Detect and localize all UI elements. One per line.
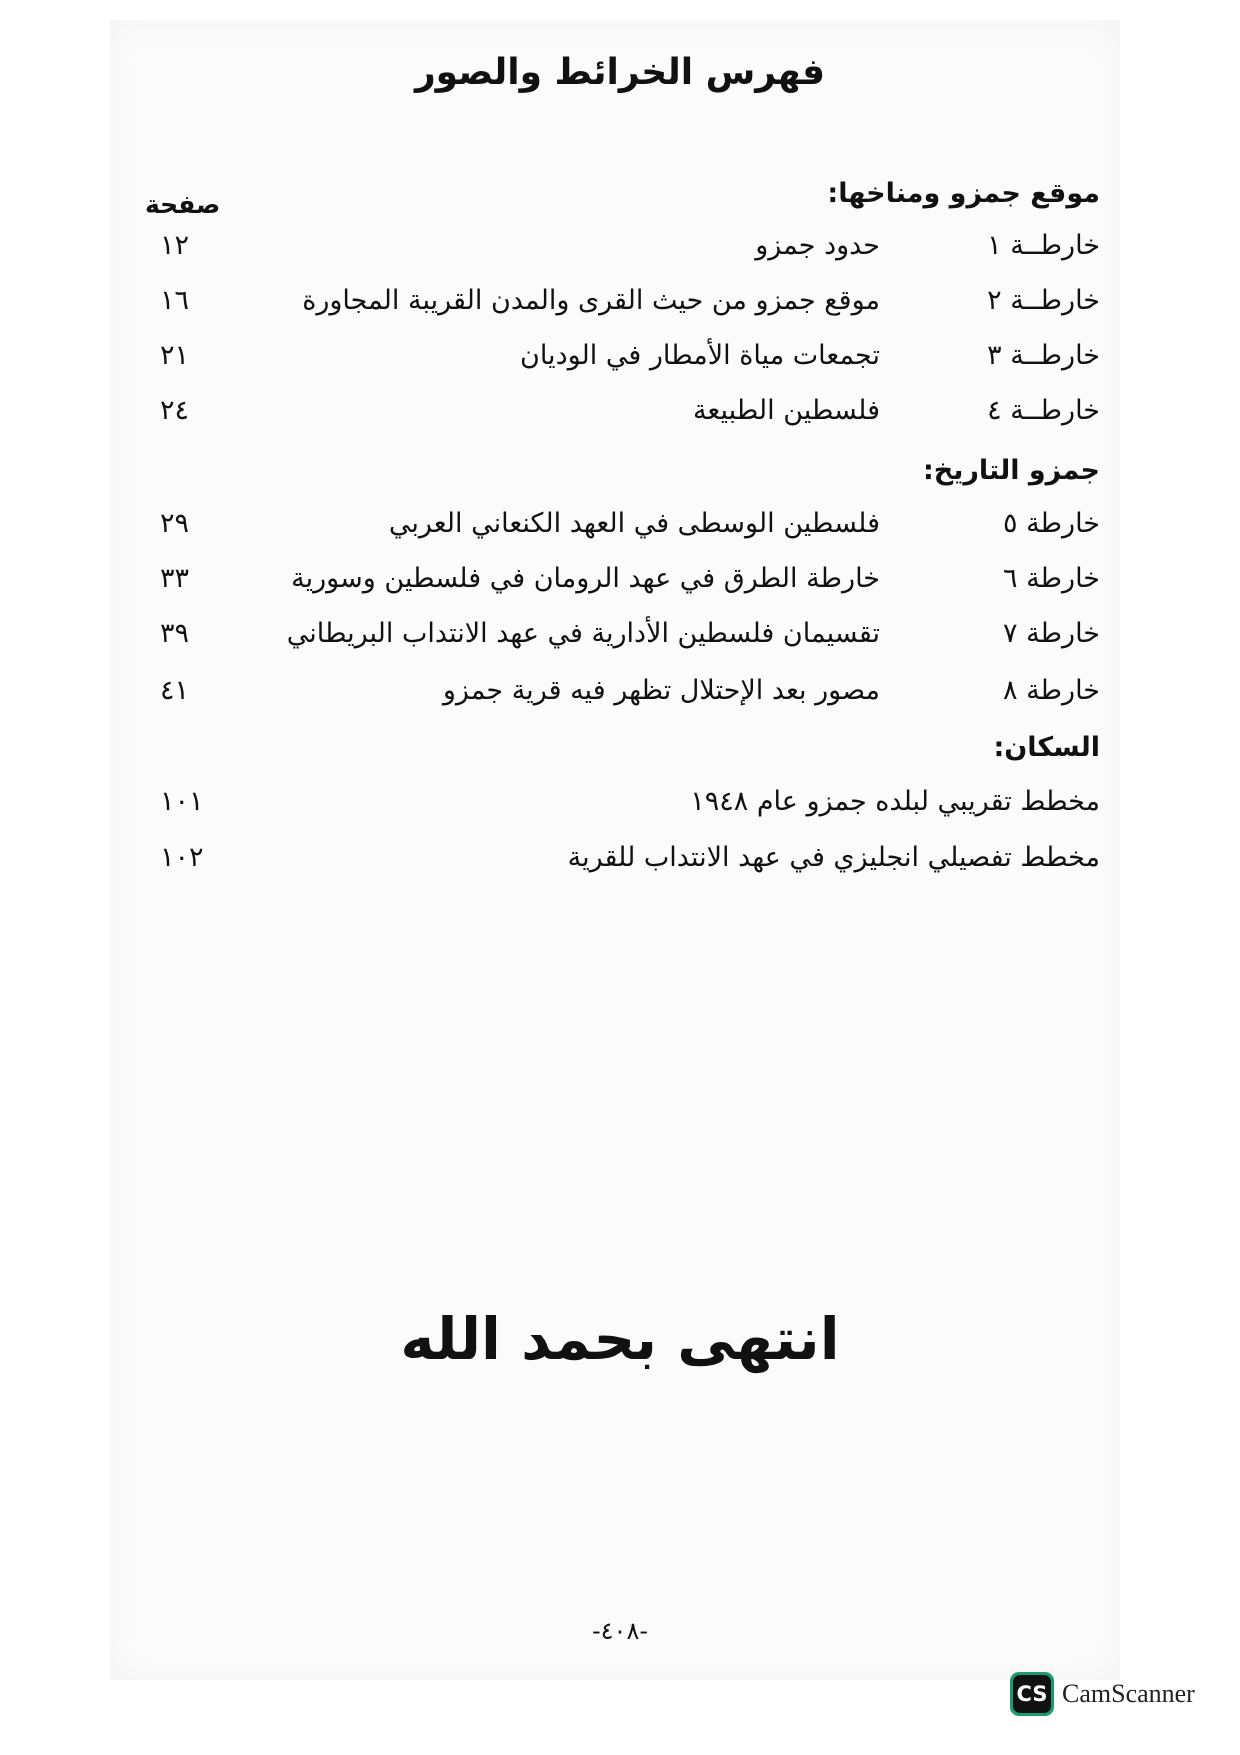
map-label: خارطة ٥ [1002,508,1100,539]
closing-text: انتهى بحمد الله [400,1305,840,1373]
camscanner-logo-icon [1010,1672,1054,1716]
page-number: ٢٤ [160,395,190,426]
index-row [140,285,1100,325]
index-row [140,395,1100,435]
page-column-label: صفحة [145,190,221,219]
index-row [140,618,1100,658]
map-title: تقسيمان فلسطين الأدارية في عهد الانتداب البريطاني [286,618,880,649]
map-label: خارطــة ١ [987,230,1100,261]
map-label: خارطة ٨ [1002,675,1100,706]
index-row [140,786,1100,826]
page-title: فهرس الخرائط والصور [414,52,826,93]
index-row [140,508,1100,548]
page-number: ٤١ [160,675,190,706]
section-heading-population: السكان: [993,732,1100,763]
map-title: مصور بعد الإحتلال تظهر فيه قرية جمزو [442,675,880,706]
map-label: خارطــة ٣ [987,340,1100,371]
section-heading-history: جمزو التاريخ: [922,455,1100,486]
camscanner-name: CamScanner [1062,1679,1195,1708]
index-row [140,842,1100,882]
map-title: فلسطين الوسطى في العهد الكنعاني العربي [388,508,880,539]
map-title: حدود جمزو [755,230,880,261]
map-label: خارطة ٦ [1002,563,1100,594]
page-number: ٣٣ [160,563,190,594]
page-number: ١٠١ [160,786,204,817]
map-title: موقع جمزو من حيث القرى والمدن القريبة المجاورة [302,285,880,316]
page-number: ٢١ [160,340,190,371]
page-number: ٣٩ [160,618,190,649]
section-heading-location: موقع جمزو ومناخها: [827,178,1100,209]
index-row [140,675,1100,715]
map-title: فلسطين الطبيعة [692,395,880,426]
page-number-footer: -٤٠٨- [591,1617,648,1645]
map-label: خارطــة ٢ [987,285,1100,316]
index-row [140,563,1100,603]
camscanner-watermark [1010,1670,1195,1718]
plan-title: مخطط تقريبي لبلده جمزو عام ١٩٤٨ [690,786,1100,817]
index-row [140,230,1100,270]
map-title: تجمعات مياة الأمطار في الوديان [520,340,880,371]
map-label: خارطــة ٤ [987,395,1100,426]
page-number: ١٦ [160,285,190,316]
map-label: خارطة ٧ [1002,618,1100,649]
plan-title: مخطط تفصيلي انجليزي في عهد الانتداب للقرية [567,842,1100,873]
page-number: ١٠٢ [160,842,204,873]
page-number: ١٢ [160,230,190,261]
camscanner-logo-text: CS [1013,1675,1051,1713]
index-row [140,340,1100,380]
page-number: ٢٩ [160,508,190,539]
map-title: خارطة الطرق في عهد الرومان في فلسطين وسورية [291,563,880,594]
